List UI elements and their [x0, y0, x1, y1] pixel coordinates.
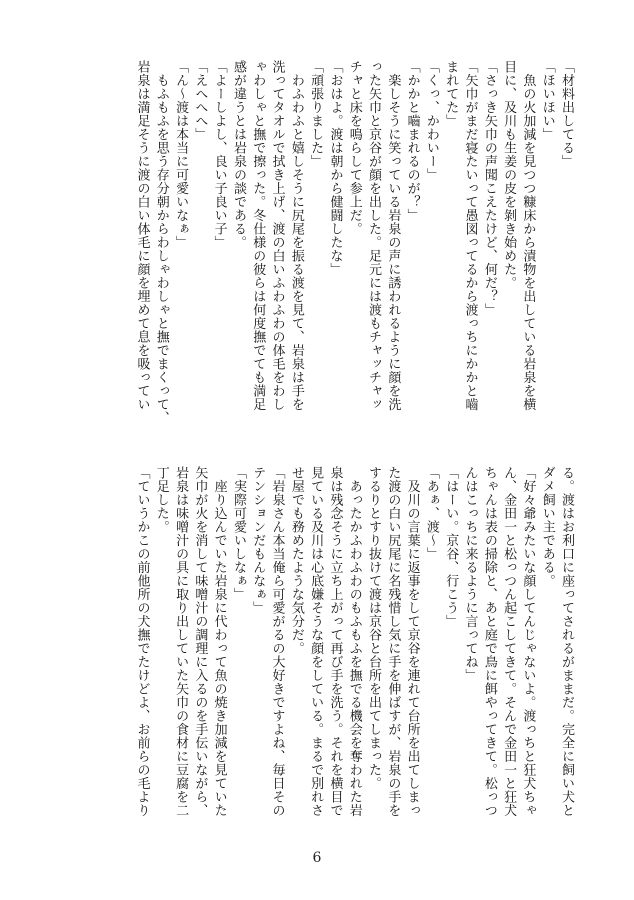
- page-number: 6: [312, 850, 322, 866]
- text-line: テンションだもんなぁ」: [250, 466, 266, 615]
- text-line: せ屋でも務めたような気分だ。: [288, 466, 304, 655]
- text-line: 岩泉は味噌汁の具に取り出していた矢巾の食材に豆腐を二: [173, 466, 189, 817]
- text-line: 魚の火加減を見つつ糠床から漬物を出している岩泉を横: [520, 60, 536, 411]
- text-line: 「ほいほい」: [539, 60, 555, 141]
- text-line: ん、金田一と松っつん起こしてきて。そんで金田一と狂犬: [501, 466, 517, 817]
- text-line: 矢巾が火を消して味噌汁の調理に入るのを手伝いながら、: [192, 466, 208, 817]
- text-line: 「好々爺みたいな顔してんじゃないよ。渡っちと狂犬ちゃ: [520, 466, 536, 817]
- text-line: 「矢巾がまだ寝たいって愚図ってるから渡っちにかかと嚙: [462, 60, 478, 411]
- text-line: もふもふを思う存分朝からわしゃわしゃと撫でまくって、: [153, 60, 169, 425]
- text-line: 目に、及川も生姜の皮を剝き始めた。: [501, 60, 517, 290]
- text-line: 「よーしよし、良い子良い子」: [211, 60, 227, 249]
- text-line: 「さっき矢巾の声聞こえたけど、何だ？」: [481, 60, 497, 317]
- text-line: 座り込んでいた岩泉に代わって魚の焼き加減を見ていた: [211, 466, 227, 817]
- text-line: 楽しそうに笑っている岩泉の声に誘われるように顔を洗: [385, 60, 401, 411]
- text-line: 「頑張りました」: [308, 60, 324, 168]
- text-line: た渡の白い尻尾に名残惜し気に手を伸ばすが、岩泉の手を: [385, 466, 401, 817]
- text-line: 「くっ、かわいー」: [423, 60, 439, 182]
- text-line: ゃわしゃと撫で擦った。冬仕様の彼らは何度撫でても満足: [250, 60, 266, 411]
- text-line: 「岩泉さん本当俺ら可愛がるの大好きですよね、毎日その: [269, 466, 285, 817]
- text-line: 「ていうかこの前他所の犬撫でたけどよ、お前らの毛より: [134, 466, 150, 817]
- text-line: 「えへへへ」: [192, 60, 208, 141]
- text-line: 感が違うとは岩泉の談である。: [230, 60, 246, 249]
- text-line: 「実際可愛いしなぁ」: [230, 466, 246, 601]
- text-line: ちゃんは表の掃除と、あと庭で鳥に餌やってきて。松っつ: [481, 466, 497, 817]
- text-line: 「ん〜渡は本当に可愛いなぁ」: [173, 60, 189, 249]
- text-line: あったかふわふわのもふもふを撫でる機会を奪われた岩: [346, 466, 362, 817]
- text-line: 「はーい。京谷、行こう」: [443, 466, 459, 628]
- text-line: 洗ってタオルで拭き上げ、渡の白いふわふわの体毛をわし: [269, 60, 285, 411]
- text-line: 「おはよ。渡は朝から健闘したな」: [327, 60, 343, 276]
- text-line: ダメ飼い主である。: [539, 466, 555, 588]
- text-line: まれてた」: [443, 60, 459, 128]
- text-line: わふわふと嬉しそうに尻尾を振る渡を見て、岩泉は手を: [288, 60, 304, 411]
- text-line: 「かかと嚙まれるのが？」: [404, 60, 420, 222]
- text-line: る。渡はお利口に座ってされるがままだ。完全に飼い犬と: [559, 466, 574, 817]
- text-line: った矢巾と京谷が顔を出した。足元には渡もチャッチャッ: [366, 60, 382, 411]
- text-line: 丁足した。: [153, 466, 169, 534]
- text-line: 岩泉は満足そうに渡の白い体毛に顔を埋めて息を吸ってい: [134, 60, 150, 411]
- lower-text-block: [46, 466, 576, 834]
- text-line: 「材料出してる」: [559, 60, 574, 168]
- text-line: んはこっちに来るように言ってね」: [462, 466, 478, 682]
- text-line: 「あぁ、渡〜」: [423, 466, 439, 561]
- text-line: するりとすり抜けて渡は京谷と台所を出てしまった。: [366, 466, 382, 790]
- text-line: 見ている及川は心底嫌そうな顔をしている。まるで別れさ: [308, 466, 324, 817]
- text-line: チャと床を鳴らして参上だ。: [346, 60, 362, 236]
- upper-text-block: [46, 60, 576, 428]
- text-line: 及川の言葉に返事をして京谷を連れて台所を出てしまっ: [404, 466, 420, 817]
- text-line: 泉は残念そうに立ち上がって再び手を洗う。それを横目で: [327, 466, 343, 817]
